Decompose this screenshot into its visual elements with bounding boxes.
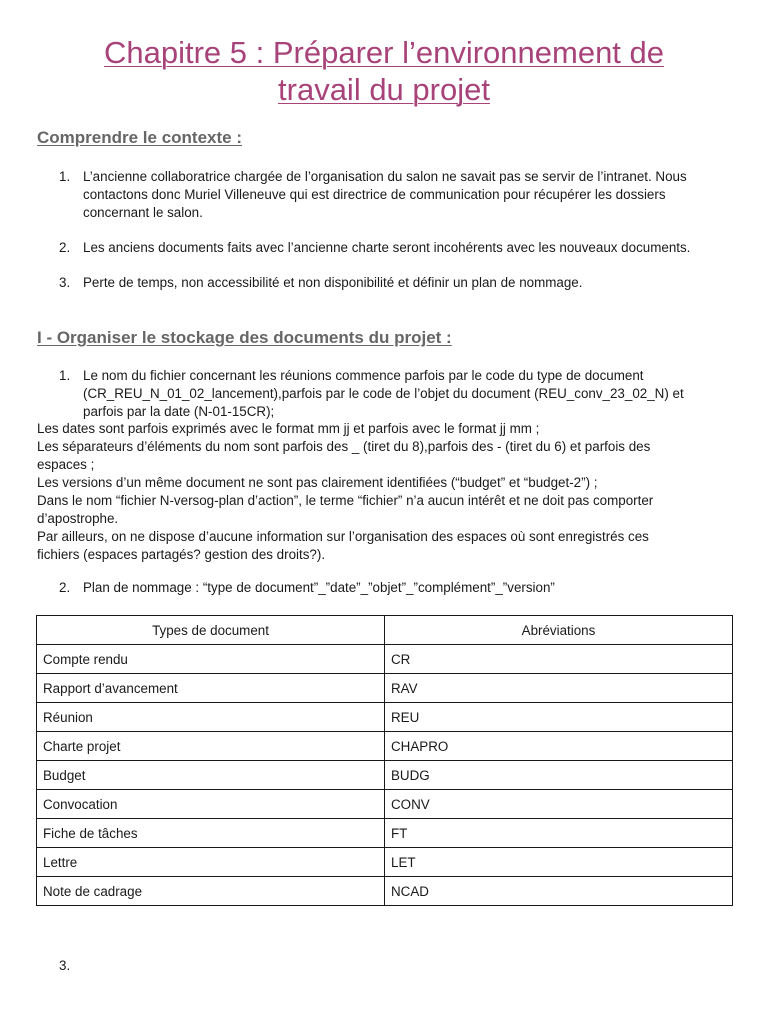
table-row bbox=[37, 645, 733, 674]
cell-type: Lettre bbox=[37, 848, 385, 877]
cell-type: Note de cadrage bbox=[37, 877, 385, 906]
cell-type: Compte rendu bbox=[37, 645, 385, 674]
section-heading-context: Comprendre le contexte : bbox=[37, 128, 242, 147]
list-number: 1. bbox=[59, 169, 71, 184]
header-abbreviation: Abréviations bbox=[385, 616, 733, 645]
list-number: 3. bbox=[59, 275, 71, 290]
issues-paragraph bbox=[37, 420, 737, 564]
table-header-row bbox=[37, 616, 733, 645]
list-number: 1. bbox=[59, 368, 71, 383]
table-row bbox=[37, 732, 733, 761]
table-row bbox=[37, 819, 733, 848]
title-line-1: Chapitre 5 : Préparer l’environnement de bbox=[103, 35, 665, 70]
section-heading-storage: I - Organiser le stockage des documents du projet : bbox=[37, 328, 452, 347]
cell-type: Réunion bbox=[37, 703, 385, 732]
cell-type: Convocation bbox=[37, 790, 385, 819]
cell-abbr: CR bbox=[385, 645, 733, 674]
list-number-3: 3. bbox=[59, 958, 71, 973]
cell-type: Rapport d’avancement bbox=[37, 674, 385, 703]
list-line: (CR_REU_N_01_02_lancement),parfois par le code de l’objet du document (REU_conv_23_02_N) et bbox=[83, 386, 684, 401]
header-document-type: Types de document bbox=[37, 616, 385, 645]
table-row bbox=[37, 848, 733, 877]
paragraph-line: Les séparateurs d’éléments du nom sont parfois des _ (tiret du 8),parfois des - (tiret du 6) et parfois des bbox=[37, 439, 651, 454]
list-item bbox=[37, 168, 737, 222]
paragraph-line: Par ailleurs, on ne dispose d’aucune information sur l’organisation des espaces où sont enregistrés ces bbox=[37, 529, 649, 544]
cell-abbr: RAV bbox=[385, 674, 733, 703]
paragraph-line: Dans le nom “fichier N-versog-plan d’action”, le terme “fichier” n’a aucun intérêt et ne doit pas comporter bbox=[37, 493, 654, 508]
list-item bbox=[37, 579, 737, 597]
cell-abbr: CHAPRO bbox=[385, 732, 733, 761]
table-row bbox=[37, 877, 733, 906]
cell-type: Fiche de tâches bbox=[37, 819, 385, 848]
storage-list bbox=[37, 367, 737, 421]
list-line: Plan de nommage : “type de document”_”date”_”objet”_”complément”_”version” bbox=[83, 580, 555, 595]
cell-type: Charte projet bbox=[37, 732, 385, 761]
cell-type: Budget bbox=[37, 761, 385, 790]
cell-abbr: REU bbox=[385, 703, 733, 732]
paragraph-line: fichiers (espaces partagés? gestion des droits?). bbox=[37, 547, 326, 562]
cell-abbr: BUDG bbox=[385, 761, 733, 790]
list-item bbox=[37, 239, 737, 257]
list-line: Le nom du fichier concernant les réunions commence parfois par le code du type de document bbox=[83, 368, 644, 383]
cell-abbr: FT bbox=[385, 819, 733, 848]
table-row bbox=[37, 674, 733, 703]
paragraph-line: Les dates sont parfois exprimés avec le format mm jj et parfois avec le format jj mm ; bbox=[37, 421, 540, 436]
cell-abbr: LET bbox=[385, 848, 733, 877]
naming-plan-list bbox=[37, 579, 737, 597]
list-number: 2. bbox=[59, 240, 71, 255]
cell-abbr: NCAD bbox=[385, 877, 733, 906]
list-item bbox=[37, 367, 737, 421]
paragraph-line: d’apostrophe. bbox=[37, 511, 119, 526]
list-number: 2. bbox=[59, 580, 71, 595]
page-title bbox=[40, 34, 728, 108]
list-line: concernant le salon. bbox=[83, 205, 203, 220]
abbreviations-table bbox=[36, 615, 733, 906]
list-line: Perte de temps, non accessibilité et non disponibilité et définir un plan de nommage. bbox=[83, 275, 583, 290]
list-line: Les anciens documents faits avec l’ancienne charte seront incohérents avec les nouveaux documents. bbox=[83, 240, 691, 255]
paragraph-line: Les versions d’un même document ne sont pas clairement identifiées (“budget” et “budget-2”) ; bbox=[37, 475, 598, 490]
paragraph-line: espaces ; bbox=[37, 457, 95, 472]
cell-abbr: CONV bbox=[385, 790, 733, 819]
title-line-2: travail du projet bbox=[278, 72, 490, 107]
list-item bbox=[37, 274, 737, 292]
table-row bbox=[37, 761, 733, 790]
list-line: contactons donc Muriel Villeneuve qui est directrice de communication pour récupérer les dossiers bbox=[83, 187, 666, 202]
list-line: parfois par la date (N-01-15CR); bbox=[83, 404, 275, 419]
list-line: L’ancienne collaboratrice chargée de l’organisation du salon ne savait pas se servir de l’intranet. Nous bbox=[83, 169, 687, 184]
table-row bbox=[37, 703, 733, 732]
context-list bbox=[37, 168, 737, 292]
table-row bbox=[37, 790, 733, 819]
